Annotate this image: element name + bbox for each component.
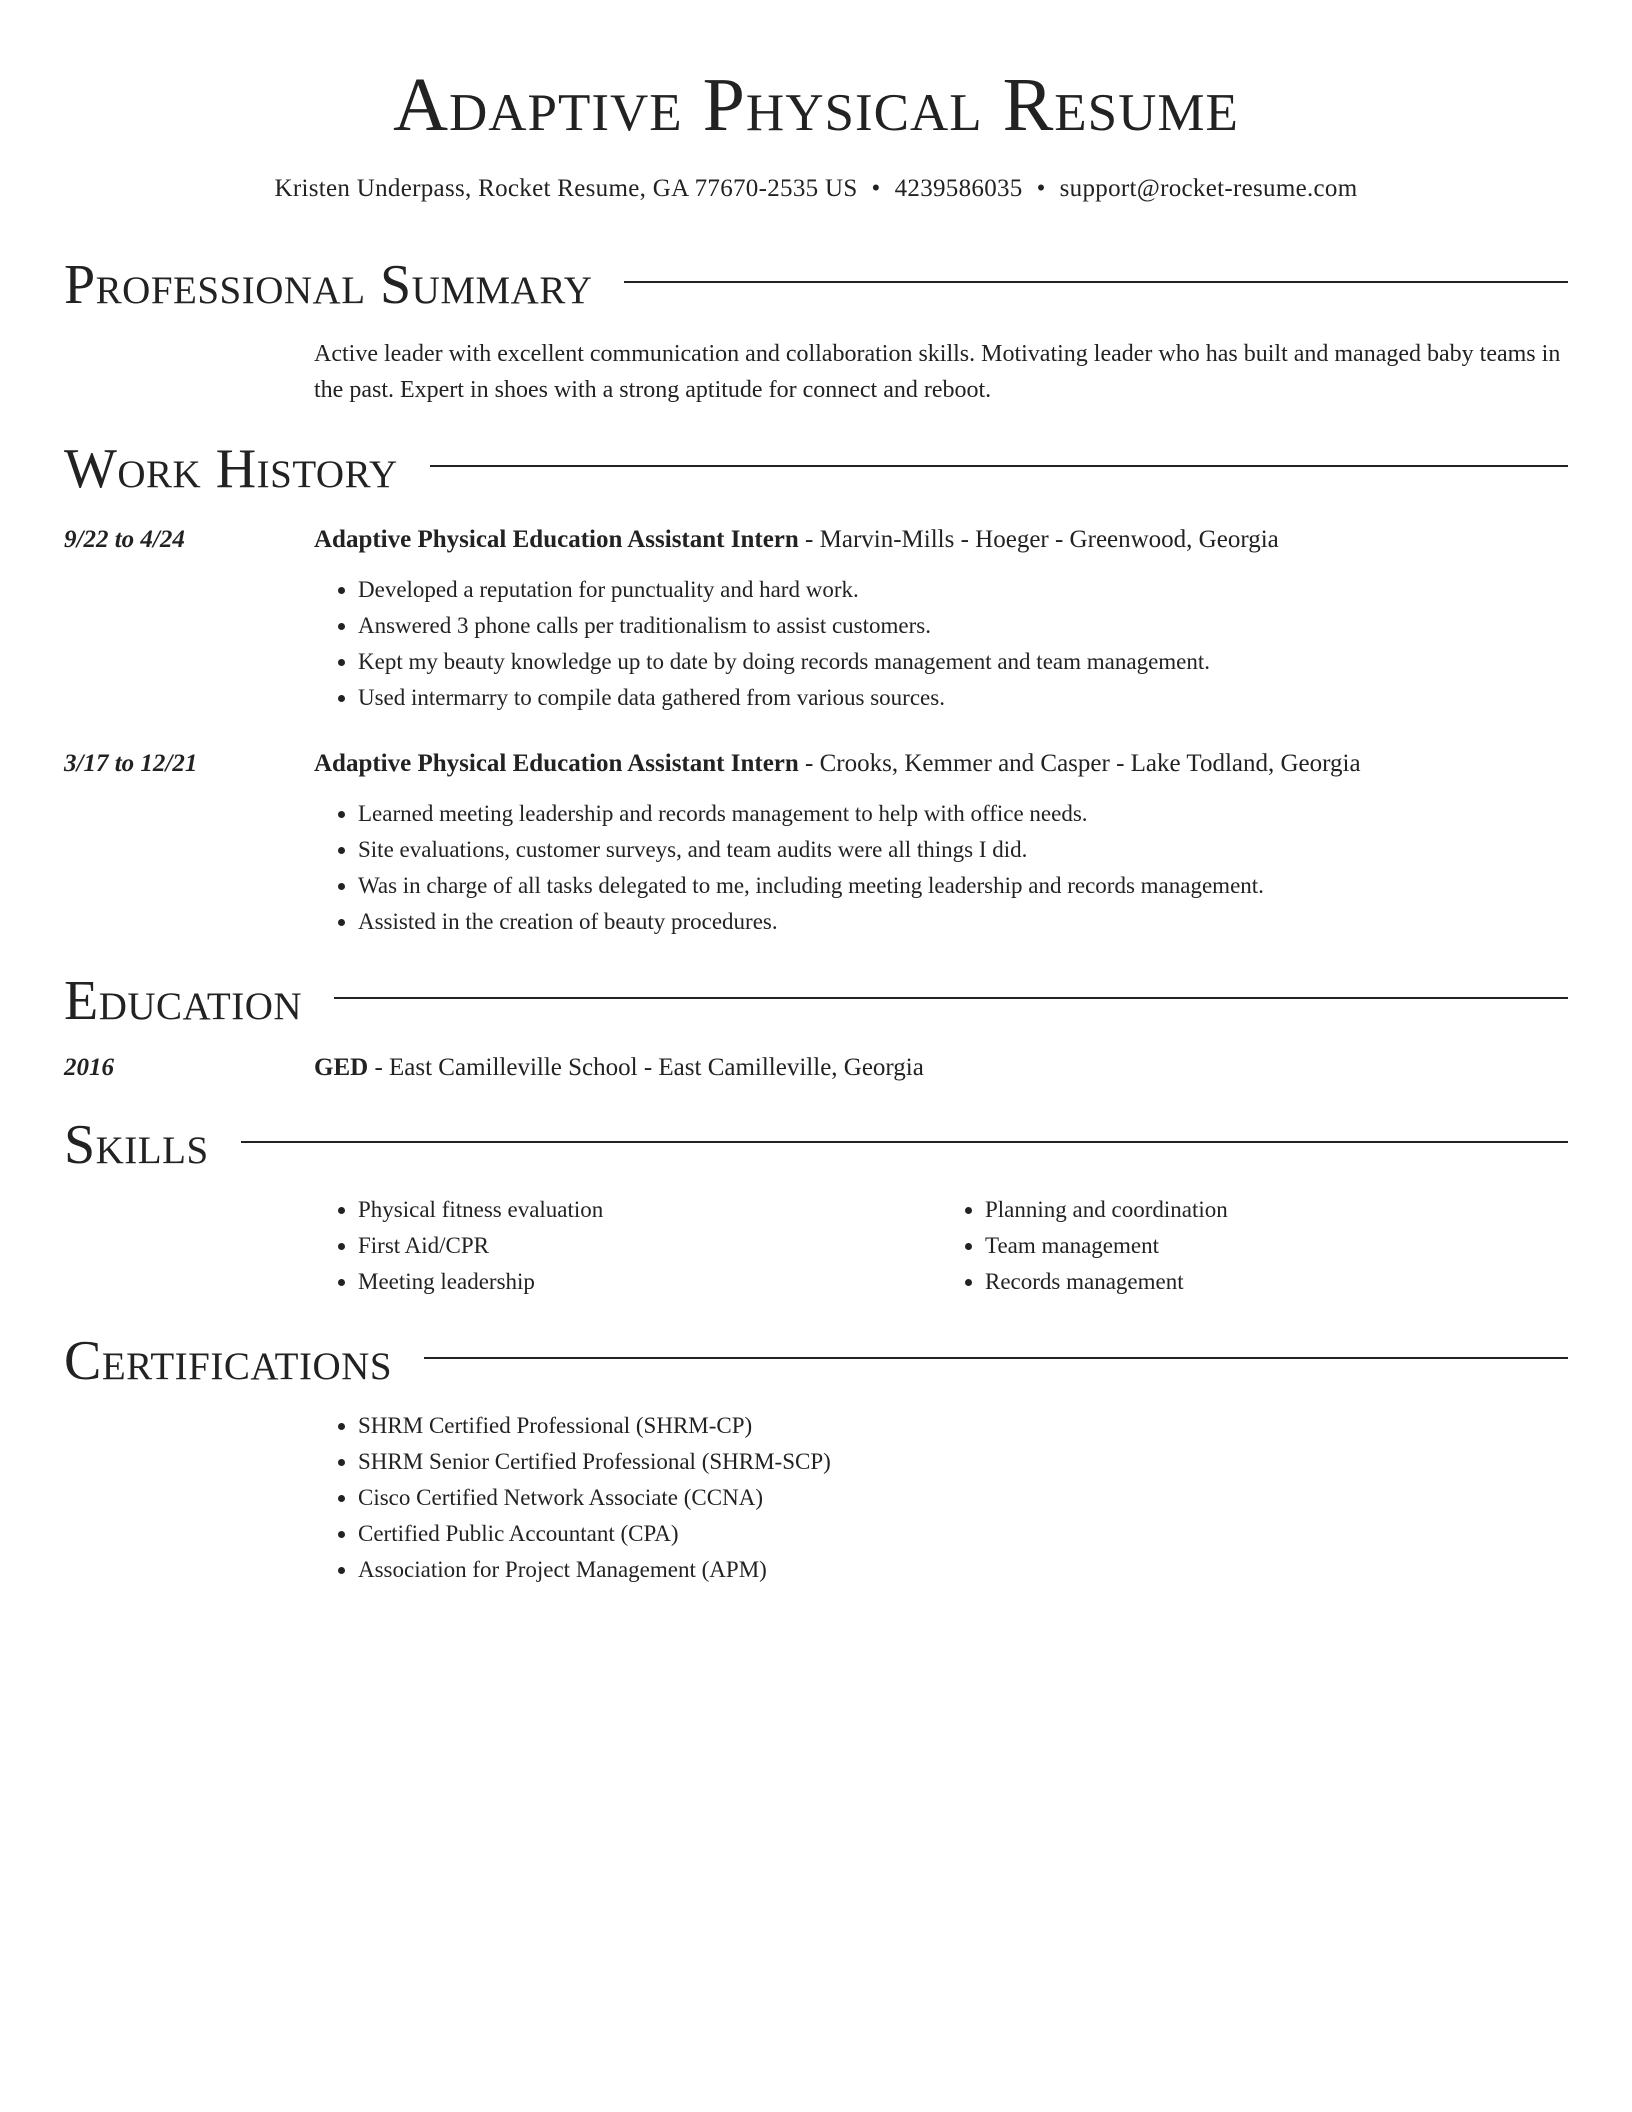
- education-body: [314, 1050, 1568, 1086]
- certifications-bullets: [314, 1408, 1568, 1588]
- section-title: Professional Summary: [64, 254, 593, 316]
- skill-item: • First Aid/CPR: [358, 1228, 941, 1264]
- resume-title: Adaptive Physical Resume: [393, 63, 1239, 147]
- certification-item: • Association for Project Management (APM): [358, 1552, 1568, 1588]
- job-body: [314, 746, 1568, 940]
- skill-item: • Team management: [985, 1228, 1568, 1264]
- job-details: - Crooks, Kemmer and Casper - Lake Todland, Georgia: [798, 750, 1361, 777]
- certification-item: • Cisco Certified Network Associate (CCNA): [358, 1480, 1568, 1516]
- resume-page: [64, 0, 1568, 1588]
- contact-separator: •: [871, 175, 881, 202]
- section-title: Certifications: [64, 1330, 393, 1392]
- education-details: - East Camilleville School - East Camilleville, Georgia: [368, 1054, 924, 1081]
- certification-item: • SHRM Senior Certified Professional (SHRM-SCP): [358, 1444, 1568, 1480]
- section-header-summary: [64, 254, 1568, 316]
- certification-item: • Certified Public Accountant (CPA): [358, 1516, 1568, 1552]
- skill-item: • Physical fitness evaluation: [358, 1192, 941, 1228]
- skill-item: • Meeting leadership: [358, 1264, 941, 1300]
- job-role: Adaptive Physical Education Assistant Intern: [314, 750, 799, 777]
- section-divider: [430, 465, 1568, 467]
- job-role: Adaptive Physical Education Assistant Intern: [314, 526, 799, 553]
- job-entry: [64, 522, 1568, 716]
- job-dates: 9/22 to 4/24: [64, 526, 185, 553]
- skills-column-right: [941, 1192, 1568, 1300]
- section-header-work-history: [64, 438, 1568, 500]
- section-divider: [334, 997, 1568, 999]
- job-details: - Marvin-Mills - Hoeger - Greenwood, Georgia: [798, 526, 1279, 553]
- contact-line: [64, 174, 1568, 204]
- list-item: • Developed a reputation for punctuality and hard work.: [358, 572, 1568, 608]
- certification-item: • SHRM Certified Professional (SHRM-CP): [358, 1408, 1568, 1444]
- list-item: • Used intermarry to compile data gathered from various sources.: [358, 680, 1568, 716]
- section-header-certifications: [64, 1330, 1568, 1392]
- education-entry: [64, 1050, 1568, 1086]
- list-item: • Learned meeting leadership and records management to help with office needs.: [358, 796, 1568, 832]
- skill-item: • Planning and coordination: [985, 1192, 1568, 1228]
- list-item: • Answered 3 phone calls per traditionalism to assist customers.: [358, 608, 1568, 644]
- job-dates: 3/17 to 12/21: [64, 750, 198, 777]
- job-bullets: [314, 796, 1568, 940]
- section-header-skills: [64, 1114, 1568, 1176]
- section-divider: [424, 1357, 1568, 1359]
- education-degree: GED: [314, 1054, 369, 1081]
- skills-column-left: [314, 1192, 941, 1300]
- education-heading: [314, 1050, 1568, 1086]
- job-entry: [64, 746, 1568, 940]
- section-header-education: [64, 970, 1568, 1032]
- list-item: • Kept my beauty knowledge up to date by doing records management and team management.: [358, 644, 1568, 680]
- certifications-list: [314, 1408, 1568, 1588]
- contact-separator: •: [1036, 175, 1046, 202]
- job-bullets: [314, 572, 1568, 716]
- job-heading: [314, 522, 1568, 558]
- job-heading: [314, 746, 1568, 782]
- job-body: [314, 522, 1568, 716]
- list-item: • Site evaluations, customer surveys, and team audits were all things I did.: [358, 832, 1568, 868]
- section-divider: [241, 1141, 1568, 1143]
- list-item: • Assisted in the creation of beauty procedures.: [358, 904, 1568, 940]
- summary-text: Active leader with excellent communication and collaboration skills. Motivating leader who has built and managed baby teams in the past. Expert in shoes with a strong aptitude for connect and reboot.: [314, 341, 1561, 403]
- list-item: • Was in charge of all tasks delegated to me, including meeting leadership and records management.: [358, 868, 1568, 904]
- section-title: Skills: [64, 1114, 209, 1176]
- education-year: 2016: [64, 1054, 114, 1081]
- contact-phone: 4239586035: [894, 175, 1023, 202]
- section-divider: [624, 281, 1568, 283]
- contact-address: Kristen Underpass, Rocket Resume, GA 77670-2535 US: [274, 175, 858, 202]
- section-title: Work History: [64, 438, 398, 500]
- skill-item: • Records management: [985, 1264, 1568, 1300]
- skills-list: [314, 1192, 1568, 1300]
- contact-email: support@rocket-resume.com: [1059, 175, 1358, 202]
- section-title: Education: [64, 970, 303, 1032]
